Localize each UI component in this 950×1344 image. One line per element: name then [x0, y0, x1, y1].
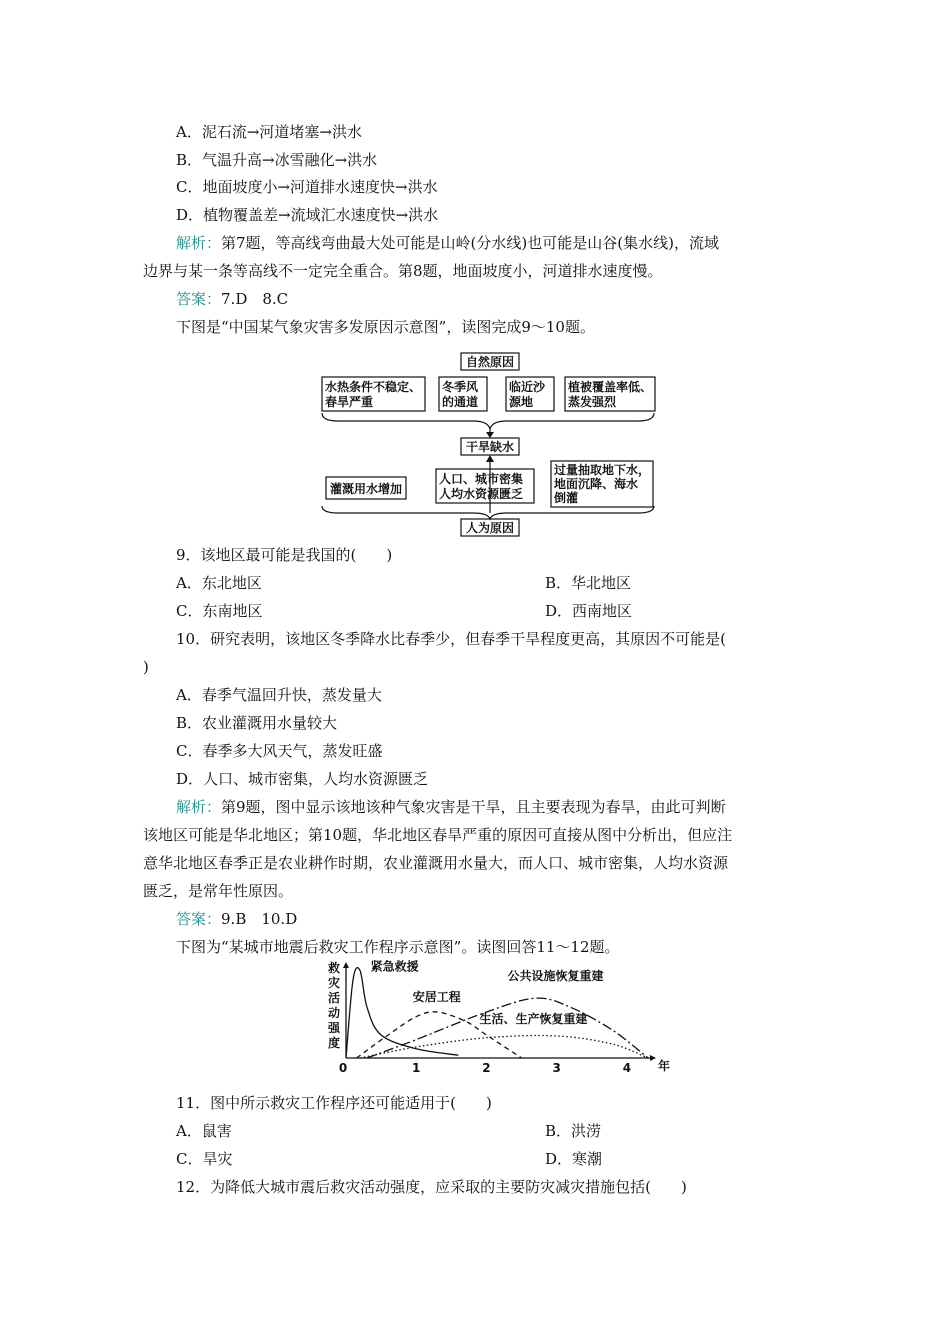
diagram-h2-line2: 人均水资源匮乏: [439, 487, 524, 501]
analysis-label: 解析：: [176, 234, 222, 252]
q9-option-b: B．华北地区: [545, 574, 632, 592]
q8-option-d: D．植物覆盖差→流域汇水速度快→洪水: [176, 206, 439, 224]
diagram-center-label: 干旱缺水: [465, 440, 515, 454]
q10-stem-line2: ): [143, 658, 149, 676]
answer-label: 答案：: [176, 290, 222, 308]
analysis-9-10-line2: 该地区可能是华北地区；第10题，华北地区春旱严重的原因可直接从图中分析出，但应注: [143, 826, 733, 844]
diagram-n1-line2: 春旱严重: [325, 395, 374, 409]
diagram-h1-line1: 灌溉用水增加: [330, 482, 403, 496]
analysis-9-10-line1: 解析：第9题，图中显示该地该种气象灾害是干旱，且主要表现为春旱，由此可判断: [176, 798, 726, 816]
diagram-n4-line2: 蒸发强烈: [568, 395, 617, 409]
analysis-7-8-line2: 边界与某一条等高线不一定完全重合。第8题，地面坡度小，河道排水速度慢。: [143, 262, 663, 280]
q10-option-b: B．农业灌溉用水量较大: [176, 714, 338, 732]
diagram-n3-line2: 源地: [509, 395, 534, 409]
y-axis-label-char: 活: [327, 991, 341, 1005]
x-axis-arrow-icon: [650, 1055, 656, 1061]
arrow-up-icon: [486, 455, 494, 462]
answer-9-10: 答案：9.B 10.D: [176, 910, 298, 928]
y-axis-label-char: 灾: [327, 976, 341, 990]
diagram-n3-line1: 临近沙: [509, 380, 546, 394]
x-tick-label: 4: [622, 1061, 632, 1075]
q8-option-c: C．地面坡度小→河道排水速度快→洪水: [176, 178, 438, 196]
q10-option-a: A．春季气温回升快，蒸发量大: [176, 686, 382, 704]
y-axis-label-char: 救: [327, 961, 341, 975]
diagram-h3-line2: 地面沉降、海水: [554, 477, 639, 491]
arrow-down-icon: [486, 432, 494, 438]
q8-option-a: A．泥石流→河道堵塞→洪水: [176, 123, 362, 141]
diagram-n4-line1: 植被覆盖率低、: [568, 380, 653, 394]
y-axis-label-char: 动: [327, 1006, 341, 1020]
q12-stem: 12．为降低大城市震后救灾活动强度，应采取的主要防灾减灾措施包括( ): [176, 1178, 687, 1196]
intro-9-10: 下图是“中国某气象灾害多发原因示意图”，读图完成9～10题。: [176, 318, 595, 336]
q11-stem: 11．图中所示救灾工作程序还可能适用于( ): [176, 1094, 492, 1112]
diagram-brace-top: [322, 413, 654, 429]
diagram-n1-line1: 水热条件不稳定、: [325, 380, 422, 394]
q9-option-c: C．东南地区: [176, 602, 263, 620]
q9-option-d: D．西南地区: [545, 602, 633, 620]
x-tick-label: 0: [338, 1061, 348, 1075]
q11-option-a: A．鼠害: [176, 1122, 232, 1140]
q10-option-c: C．春季多大风天气，蒸发旺盛: [176, 742, 383, 760]
q10-option-d: D．人口、城市密集，人均水资源匮乏: [176, 770, 429, 788]
x-axis-label: 年: [658, 1059, 671, 1073]
series-line: [360, 1035, 648, 1058]
series-label: 公共设施恢复重建: [507, 968, 604, 983]
diagram-top-label: 自然原因: [465, 355, 515, 369]
series-label: 安居工程: [412, 989, 461, 1004]
drought-cause-diagram: [318, 349, 658, 539]
y-axis-label-char: 强: [327, 1021, 341, 1035]
analysis-9-10-line4: 匮乏，是常年性原因。: [143, 882, 294, 900]
q9-option-a: A．东北地区: [176, 574, 262, 592]
series-label: 紧急救援: [370, 959, 419, 974]
diagram-bottom-label: 人为原因: [465, 521, 515, 535]
diagram-h3-line3: 倒灌: [554, 491, 579, 505]
q11-option-b: B．洪涝: [545, 1122, 602, 1140]
q10-stem-line1: 10．研究表明，该地区冬季降水比春季少，但春季干旱程度更高，其原因不可能是(: [176, 630, 726, 648]
q11-option-d: D．寒潮: [545, 1150, 603, 1168]
series-label: 生活、生产恢复重建: [479, 1012, 588, 1027]
intro-11-12: 下图为“某城市地震后救灾工作程序示意图”。读图回答11～12题。: [176, 938, 620, 956]
q11-option-c: C．旱灾: [176, 1150, 233, 1168]
diagram-h3-line1: 过量抽取地下水，: [554, 463, 651, 477]
y-axis-arrow-icon: [343, 962, 349, 968]
x-tick-label: 1: [412, 1061, 421, 1075]
analysis-9-10-line3: 意华北地区春季正是农业耕作时期，农业灌溉用水量大，而人口、城市密集，人均水资源: [143, 854, 729, 872]
q8-option-b: B．气温升高→冰雪融化→洪水: [176, 151, 378, 169]
analysis-7-8-line1: 解析：第7题，等高线弯曲最大处可能是山岭(分水线)也可能是山谷(集水线)，流域: [176, 234, 719, 252]
answer-7-8: 答案：7.D 8.C: [176, 290, 289, 308]
diagram-brace-bottom: [322, 506, 654, 519]
x-tick-label: 3: [552, 1061, 561, 1075]
diagram-n2-line2: 的通道: [442, 395, 479, 409]
q9-stem: 9．该地区最可能是我国的( ): [176, 546, 393, 564]
diagram-n2-line1: 冬季风: [442, 380, 479, 394]
y-axis-label-char: 度: [327, 1036, 341, 1050]
x-tick-label: 2: [482, 1061, 491, 1075]
diagram-h2-line1: 人口、城市密集: [439, 472, 524, 486]
relief-intensity-chart: [322, 958, 671, 1084]
